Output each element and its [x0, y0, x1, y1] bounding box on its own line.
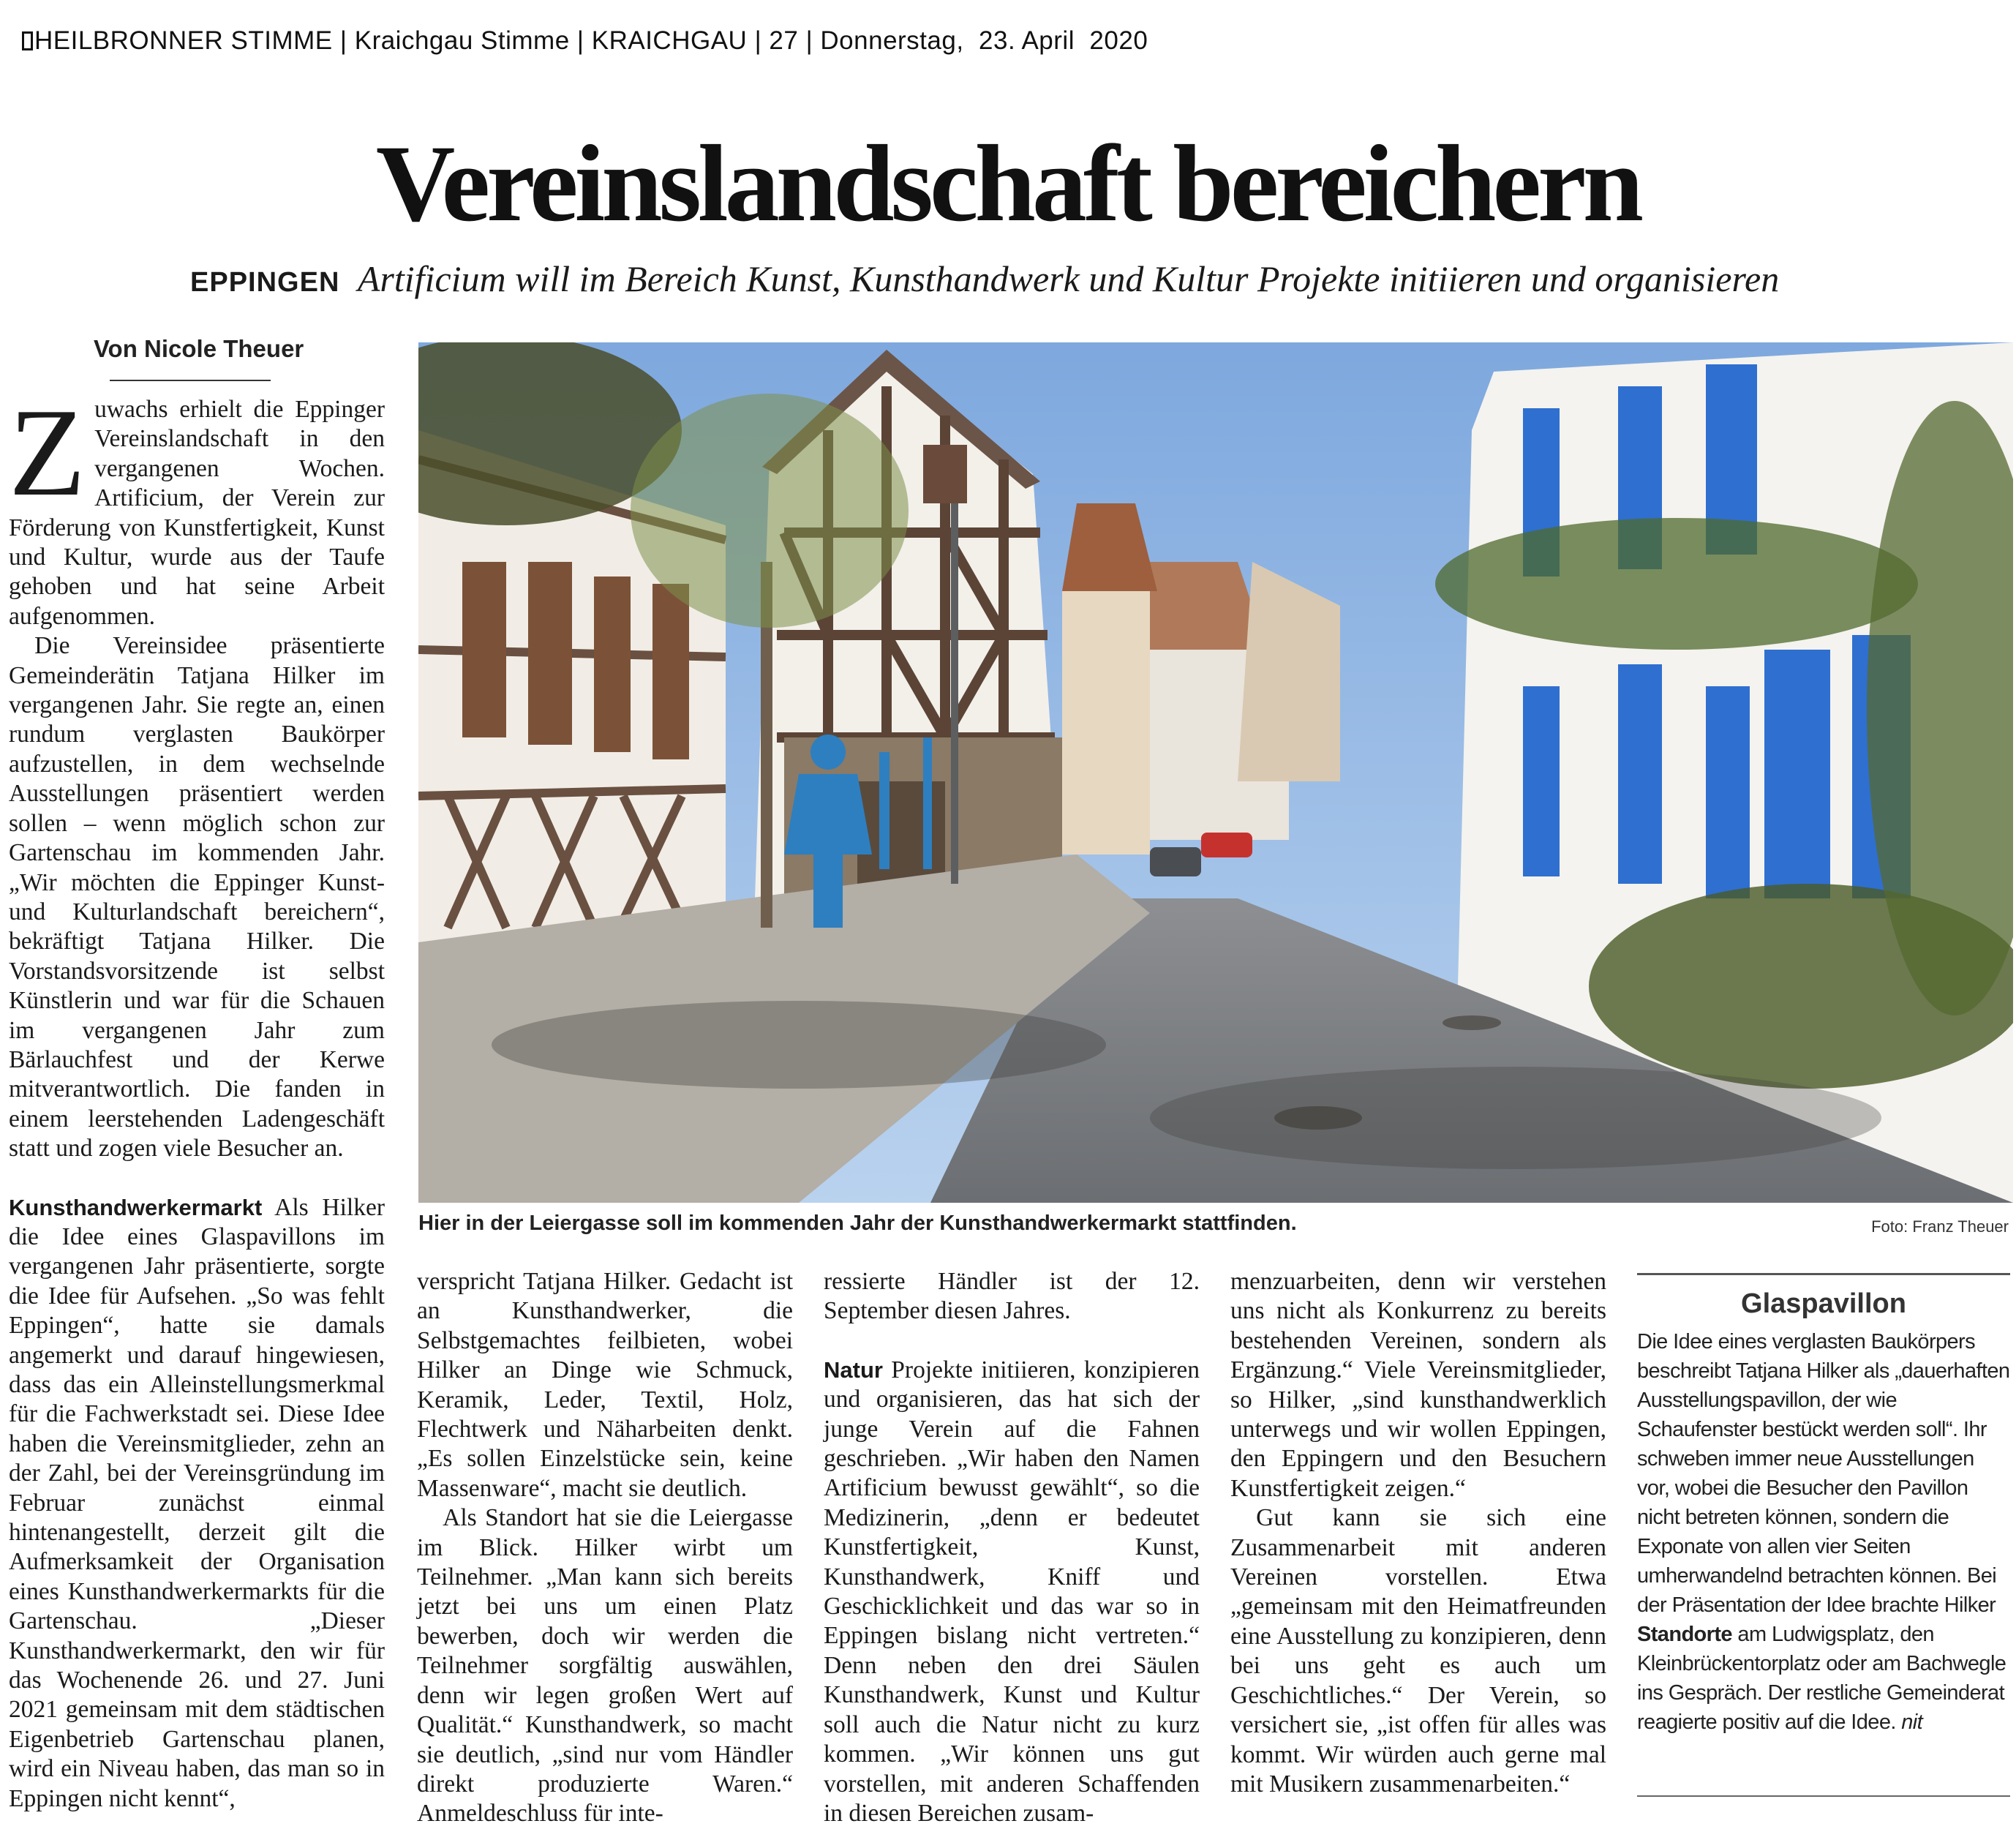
drop-cap: Z — [9, 383, 86, 522]
article-photo — [418, 342, 2013, 1203]
street-scene-image — [418, 342, 2013, 1203]
byline-divider — [110, 380, 271, 381]
subheading-kunsthandwerkermarkt: Kunsthandwerkermarkt — [9, 1194, 263, 1220]
byline: Von Nicole Theuer — [94, 335, 304, 362]
article-column-2 — [417, 1267, 793, 1828]
paragraph: Als Standort hat sie die Leiergasse im Blick. Hilker wirbt um Teilnehmer. „Man kann sich bereits jetzt bei uns um einen Platz bewerben, doch wir werden die Teilnehmer sorgfältig auswählen, denn wir legen großen Wert auf Qualität.“ Kunsthandwerk, so macht sie deutlich, „sind nur vom Händler direkt produzierte Waren.“ Anmeldeschluss für inte- — [417, 1504, 793, 1828]
paragraph: Natur Projekte initiieren, konzipieren und organisieren, das hat sich der junge Verein auf die Fahnen geschrieben. „Wir haben den Namen Artificium bewusst gewählt“, so die Medizinerin, „denn er bedeutet Kunstfertigkeit, Kunst, Kunsthandwerk, Kniff und Geschicklichkeit und das war so in Eppingen bislang nicht vertreten.“ Denn neben den drei Säulen Kunsthandwerk, Kunst und Kultur soll auch die Natur nicht zu kurz kommen. „Wir können uns gut vorstellen, mit anderen Schaffenden in diesen Bereichen zusam- — [824, 1356, 1200, 1827]
paragraph: Kunsthandwerkermarkt Als Hilker die Idee eines Glaspavillons im vergangenen Jahr präsentierte, sorgte die Idee für Aufsehen. „So was fehlt Eppingen“, hatte sie damals angemerkt und darauf hingewiesen, dass das ein Alleinstellungsmerkmal für die Fachwerkstadt sei. Diese Idee haben die Vereinsmitglieder, zehn an der Zahl, bei der Vereinsgründung im Februar zunächst einmal hintenangestellt, derzeit gilt die Aufmerksamkeit der Organisation eines Kunsthandwerkermarkts für die Gartenschau. „Dieser Kunsthandwerkermarkt, den wir für das Wochenende 26. und 27. Juni 2021 gemeinsam mit dem städtischen Eigenbetrieb Gartenschau planen, wird ein Niveau haben, das man so in Eppingen nicht kennt“, — [9, 1193, 385, 1812]
paragraph: Die Vereinsidee präsentierte Gemeinderätin Tatjana Hilker im vergangenen Jahr. Sie regte an, einen rundum verglasten Baukörper aufzustellen, in dem wechselnde Ausstellungen präsentiert werden sollen – wenn möglich schon zur Gartenschau im kommenden Jahr. „Wir möchten die Eppinger Kunst- und Kulturlandschaft bereichern“, bekräftigt Tatjana Hilker. Die Vorstandsvorsitzende ist selbst Künstlerin und war für die Schauen im vergangenen Jahr zum Bärlauchfest und der Kerwe mitverantwortlich. Die fanden in einem leerstehenden Ladengeschäft statt und zogen viele Besucher an. — [9, 632, 385, 1163]
paragraph-intro: Zuwachs erhielt die Eppinger Vereinslandschaft in den vergangenen Wochen. Artificium, der Verein zur Förderung von Kunstfertigkeit, Kunst und Kultur, wurde aus der Taufe gehoben und hat seine Arbeit aufgenommen. — [9, 383, 385, 630]
article-column-1 — [9, 383, 385, 1812]
paragraph: verspricht Tatjana Hilker. Gedacht ist an Kunsthandwerker, die Selbstgemachtes feilbieten, wobei Hilker an Dinge wie Schmuck, Keramik, Leder, Textil, Holz, Flechtwerk und Näharbeiten denkt. „Es sollen Einzelstücke sein, keine Massenware“, macht sie deutlich. — [417, 1268, 793, 1502]
masthead-publication: HEILBRONNER STIMME — [34, 26, 333, 55]
paragraph: ressierte Händler ist der 12. September diesen Jahres. — [824, 1268, 1200, 1325]
masthead-logo-icon — [22, 31, 33, 50]
photo-caption: Hier in der Leiergasse soll im kommenden Jahr der Kunsthandwerkermarkt stattfinden. — [418, 1212, 1297, 1235]
subheading-natur: Natur — [824, 1356, 883, 1383]
dateline-location: EPPINGEN — [190, 267, 340, 298]
paragraph: Gut kann sie sich eine Zusammenarbeit mit anderen Vereinen vorstellen. Etwa „gemeinsam mit den Heimatfreunden eine Ausstellung zu konzipieren, denn bei uns geht es auch um Geschichtliches.“ Der Verein, so versichert sie, „ist offen für alles was kommt. Wir würden auch gerne mal mit Musikern zusammenarbeiten.“ — [1230, 1504, 1606, 1798]
info-box-top-rule — [1637, 1273, 2010, 1275]
article-column-4 — [1230, 1267, 1606, 1798]
masthead: HEILBRONNER STIMME | Kraichgau Stimme | KRAICHGAU | 27 | Donnerstag, 23. April 2020 — [22, 26, 1148, 56]
info-box-bold-term: Standorte — [1637, 1623, 1732, 1646]
article-column-3 — [824, 1267, 1200, 1827]
info-box-bottom-rule — [1637, 1795, 2010, 1797]
subheadline — [190, 258, 1873, 300]
info-box-author-tag: nit — [1901, 1710, 1923, 1734]
info-box-title: Glaspavillon — [1741, 1288, 1906, 1319]
masthead-edition: Kraichgau Stimme — [354, 26, 570, 55]
masthead-date: Donnerstag, 23. April 2020 — [820, 26, 1148, 55]
masthead-page-number: 27 — [769, 26, 799, 55]
info-box-glaspavillon — [1637, 1273, 2010, 1737]
paragraph: menzuarbeiten, denn wir verstehen uns nicht als Konkurrenz zu bereits bestehenden Vereinen, sondern als Ergänzung.“ Viele Vereinsmitglieder, so Hilker, „sind kunsthandwerklich unterwegs und wir wollen Eppingen, den Eppingern und den Besuchern Kunstfertigkeit zeigen.“ — [1230, 1268, 1606, 1502]
photo-credit: Foto: Franz Theuer — [1871, 1217, 2009, 1236]
deck-text: Artificium will im Bereich Kunst, Kunsthandwerk und Kultur Projekte initiieren und organisieren — [357, 258, 1780, 299]
headline: Vereinslandschaft bereichern — [375, 123, 1641, 244]
info-box-text: Die Idee eines verglasten Baukörpers beschreibt Tatjana Hilker als „dauerhaften Ausstellungspavillon, der wie Schaufenster bestückt werden soll“. Ihr schweben immer neue Ausstellungen vor, wobei die Besucher den Pavillon nicht betreten können, sondern die Exponate von allen vier Seiten umherwandelnd betrachten können. Bei der Präsentation der Idee brachte Hilker Standorte am Ludwigsplatz, den Kleinbrückentorplatz oder am Bachwegle ins Gespräch. Der restliche Gemeinderat reagierte positiv auf die Idee. nit — [1637, 1330, 2010, 1734]
masthead-section: KRAICHGAU — [591, 26, 748, 55]
